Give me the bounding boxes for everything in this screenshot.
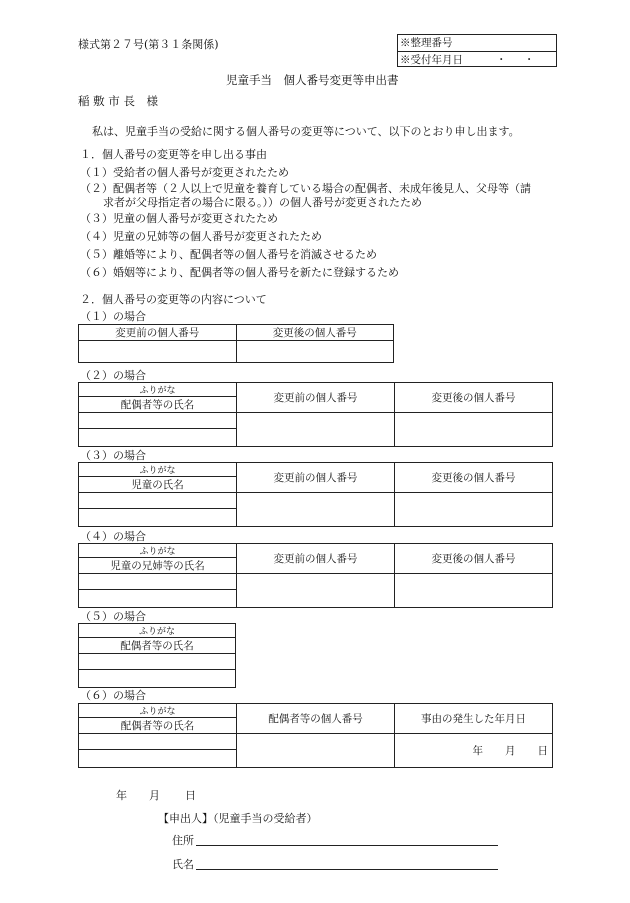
- before-number-input[interactable]: [237, 574, 395, 608]
- before-number-input[interactable]: [237, 413, 395, 447]
- event-date-header: 事由の発生した年月日: [395, 704, 553, 734]
- office-use-box: [397, 34, 557, 67]
- name-label: 氏名: [172, 858, 194, 871]
- reason-4: （４）児童の兄姉等の個人番号が変更されたため: [80, 230, 322, 243]
- addressee: 稲 敷 市 長 様: [78, 94, 158, 108]
- case6-table: [78, 703, 553, 768]
- ymd-year: 年: [472, 745, 483, 757]
- ymd-day: 日: [537, 745, 548, 757]
- after-number-input[interactable]: [395, 574, 553, 608]
- address-input[interactable]: [196, 845, 498, 846]
- date-year: 年: [116, 789, 127, 802]
- date-day: 日: [185, 789, 196, 802]
- case4-label: （４）の場合: [80, 530, 146, 543]
- sibling-name-label: 児童の兄姉等の氏名: [79, 558, 237, 574]
- case6-label: （６）の場合: [80, 689, 146, 702]
- before-number-header: 変更前の個人番号: [237, 544, 395, 574]
- child-name-label: 児童の氏名: [79, 477, 237, 493]
- form-number: 様式第２７号(第３１条関係): [78, 38, 219, 51]
- reason-5: （５）離婚等により、配偶者等の個人番号を消滅させるため: [80, 248, 377, 261]
- furigana-input[interactable]: [79, 413, 237, 429]
- reason-1: （１）受給者の個人番号が変更されたため: [80, 166, 289, 179]
- case1-label: （１）の場合: [80, 310, 146, 323]
- received-date-label: ※受付年月日: [400, 54, 463, 66]
- reason-2: （２）配偶者等（２人以上で児童を養育している場合の配偶者、未成年後見人、父母等（請: [80, 182, 531, 195]
- page-title: 児童手当 個人番号変更等申出書: [226, 73, 399, 87]
- case3-label: （３）の場合: [80, 449, 146, 462]
- after-number-header: 変更後の個人番号: [395, 383, 553, 413]
- after-number-header: 変更後の個人番号: [236, 325, 394, 341]
- case2-table: [78, 382, 553, 447]
- furigana-label: ふりがな: [79, 544, 237, 558]
- case4-table: [78, 543, 553, 608]
- spouse-name-label: 配偶者等の氏名: [79, 638, 236, 654]
- furigana-label: ふりがな: [79, 704, 237, 718]
- spouse-name-label: 配偶者等の氏名: [79, 397, 237, 413]
- before-number-header: 変更前の個人番号: [79, 325, 237, 341]
- event-date-input[interactable]: [395, 734, 553, 768]
- name-input[interactable]: [79, 590, 237, 608]
- furigana-label: ふりがな: [79, 383, 237, 397]
- case5-label: （５）の場合: [80, 610, 146, 623]
- furigana-input[interactable]: [79, 493, 237, 509]
- applicant-label: 【申出人】（児童手当の受給者）: [158, 812, 318, 825]
- name-input[interactable]: [79, 509, 237, 527]
- spouse-name-label: 配偶者等の氏名: [79, 718, 237, 734]
- before-number-header: 変更前の個人番号: [237, 383, 395, 413]
- case1-table: [78, 324, 394, 363]
- spouse-number-header: 配偶者等の個人番号: [237, 704, 395, 734]
- case5-table: [78, 623, 236, 688]
- furigana-label: ふりがな: [79, 624, 236, 638]
- reason-6: （６）婚姻等により、配偶者等の個人番号を新たに登録するため: [80, 266, 399, 279]
- address-label: 住所: [172, 834, 194, 847]
- case3-table: [78, 462, 553, 527]
- furigana-input[interactable]: [79, 654, 236, 670]
- after-number-header: 変更後の個人番号: [395, 463, 553, 493]
- date-month: 月: [149, 789, 160, 802]
- case2-label: （２）の場合: [80, 369, 146, 382]
- before-number-input[interactable]: [237, 493, 395, 527]
- ymd-month: 月: [505, 745, 516, 757]
- spouse-number-input[interactable]: [237, 734, 395, 768]
- after-number-input[interactable]: [236, 341, 394, 363]
- applicant-name-input[interactable]: [196, 869, 498, 870]
- section2-heading: ２．個人番号の変更等の内容について: [80, 293, 267, 306]
- reason-3: （３）児童の個人番号が変更されたため: [80, 212, 278, 225]
- after-number-input[interactable]: [395, 493, 553, 527]
- after-number-header: 変更後の個人番号: [395, 544, 553, 574]
- before-number-input[interactable]: [79, 341, 237, 363]
- reason-2-cont: 求者が父母指定者の場合に限る。））の個人番号が変更されたため: [103, 196, 422, 209]
- name-input[interactable]: [79, 750, 237, 768]
- section1-heading: １．個人番号の変更等を申し出る事由: [80, 148, 267, 161]
- furigana-input[interactable]: [79, 734, 237, 750]
- name-input[interactable]: [79, 670, 236, 688]
- after-number-input[interactable]: [395, 413, 553, 447]
- reg-number-label: ※整理番号: [398, 35, 556, 52]
- before-number-header: 変更前の個人番号: [237, 463, 395, 493]
- received-date-dots: ・ ・: [496, 54, 535, 66]
- furigana-label: ふりがな: [79, 463, 237, 477]
- name-input[interactable]: [79, 429, 237, 447]
- furigana-input[interactable]: [79, 574, 237, 590]
- intro-text: 私は、児童手当の受給に関する個人番号の変更等について、以下のとおり申し出ます。: [92, 125, 520, 138]
